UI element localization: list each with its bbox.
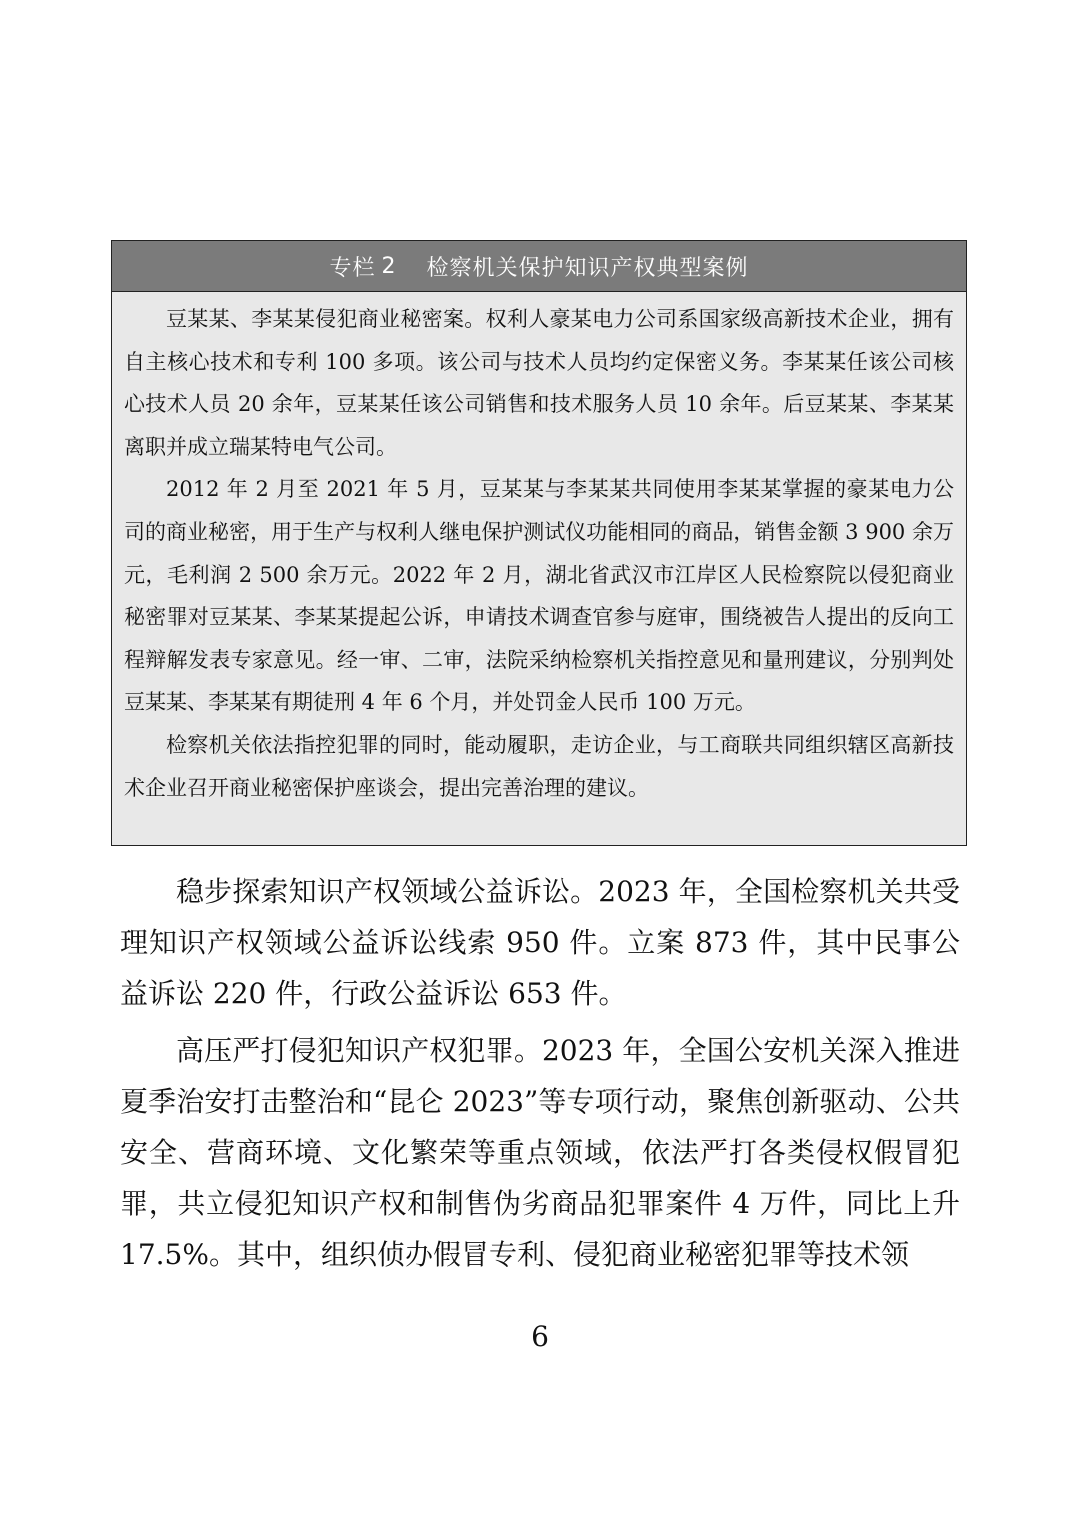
- feature-column-body: [112, 292, 966, 809]
- feature-column-header: [112, 241, 966, 292]
- page-number: 6: [531, 1320, 549, 1353]
- case-paragraph: 2012 年 2 月至 2021 年 5 月，豆某某与李某某共同使用李某某掌握的豪某电力公司的商业秘密，用于生产与权利人继电保护测试仪功能相同的商品，销售金额 3 900 余万元，毛利润 2 500 余万元。2022 年 2 月，湖北省武汉市江岸区人民检察院以侵犯商业秘密罪对豆某某、李某某提起公诉，申请技术调查官参与庭审，围绕被告人提出的反向工程辩解发表专家意见。经一审、二审，法院采纳检察机关指控意见和量刑建议，分别判处豆某某、李某某有期徒刑 4 年 6 个月，并处罚金人民币 100 万元。: [124, 477, 954, 715]
- case-paragraph: 豆某某、李某某侵犯商业秘密案。权利人豪某电力公司系国家级高新技术企业，拥有自主核心技术和专利 100 多项。该公司与技术人员均约定保密义务。李某某任该公司核心技术人员 20 余年，豆某某任该公司销售和技术服务人员 10 余年。后豆某某、李某某离职并成立瑞某特电气公司。: [124, 307, 954, 459]
- case-paragraph: 检察机关依法指控犯罪的同时，能动履职，走访企业，与工商联共同组织辖区高新技术企业召开商业秘密保护座谈会，提出完善治理的建议。: [124, 732, 954, 800]
- column-title-text: 检察机关保护知识产权典型案例: [426, 255, 749, 281]
- body-paragraph: 稳步探索知识产权领域公益诉讼。2023 年，全国检察机关共受理知识产权领域公益诉讼线索 950 件。立案 873 件，其中民事公益诉讼 220 件，行政公益诉讼 653 件。: [120, 875, 960, 1010]
- feature-column-box: [111, 240, 967, 846]
- column-title-number: 2: [381, 253, 397, 279]
- main-text: [120, 866, 960, 1286]
- body-paragraph: 高压严打侵犯知识产权犯罪。2023 年，全国公安机关深入推进夏季治安打击整治和“昆仑 2023”等专项行动，聚焦创新驱动、公共安全、营商环境、文化繁荣等重点领域，依法严打各类侵权假冒犯罪，共立侵犯知识产权和制售伪劣商品犯罪案件 4 万件，同比上升 17.5%。其中，组织侦办假冒专利、侵犯商业秘密犯罪等技术领: [120, 1034, 960, 1271]
- column-title-prefix: 专栏: [329, 255, 376, 281]
